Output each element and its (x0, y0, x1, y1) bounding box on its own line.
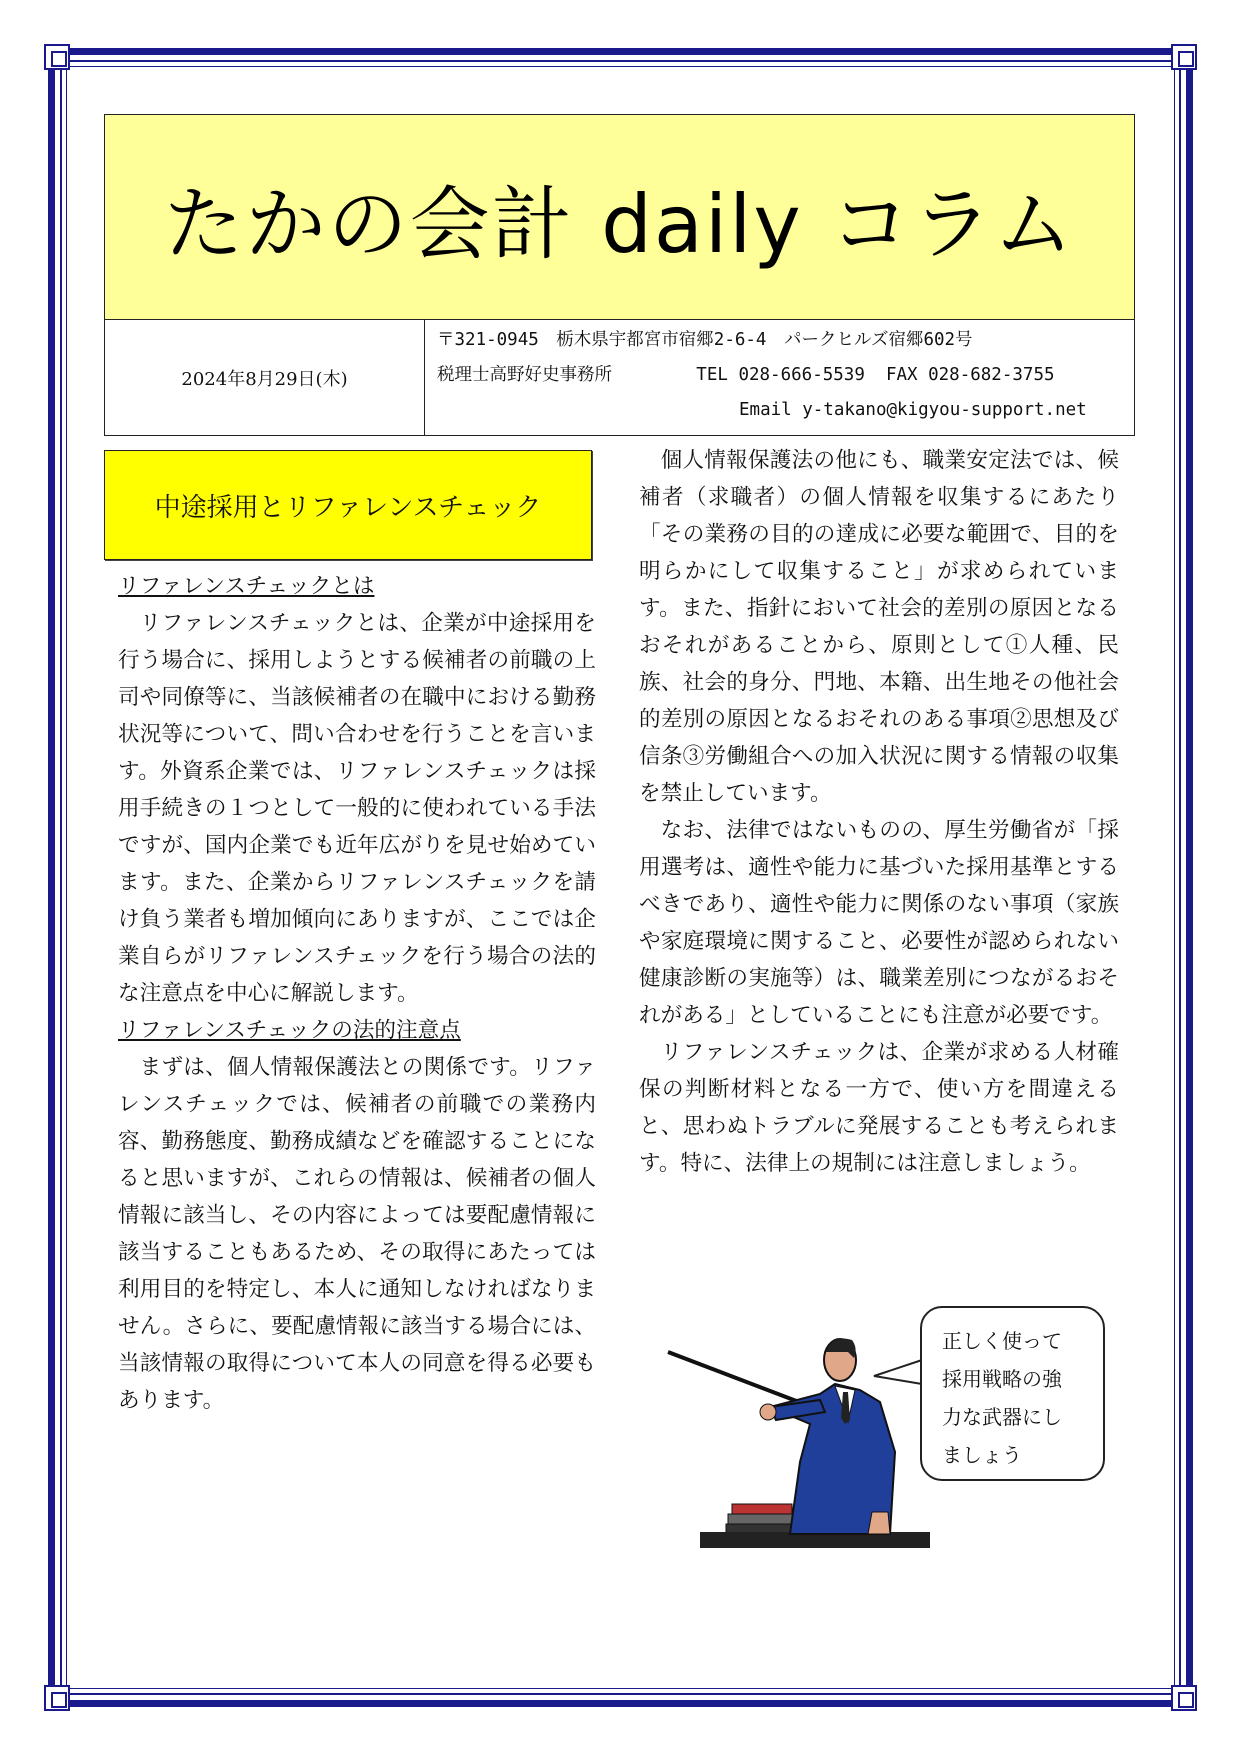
paragraph: リファレンスチェックは、企業が求める人材確保の判断材料となる一方で、使い方を間違えると、思わぬトラブルに発展することも考えられます。特に、法律上の規制には注意しましょう。 (639, 1040, 1119, 1176)
border-corner-ornament (44, 44, 70, 70)
right-column-body (639, 442, 1119, 1182)
article-topic-title: 中途採用とリファレンスチェック (154, 492, 542, 523)
office-email: Email y-takano@kigyou-support.net (739, 400, 1087, 420)
section-heading-legal-points: リファレンスチェックの法的注意点 (118, 1018, 461, 1043)
office-tel-fax: TEL 028-666-5539 FAX 028-682-3755 (696, 365, 1055, 385)
office-address: 〒321-0945 栃木県宇都宮市宿郷2-6-4 パークヒルズ宿郷602号 (437, 330, 973, 350)
bubble-line: 正しく使って (942, 1329, 1062, 1353)
article-left-column (104, 450, 596, 1419)
bubble-line: 採用戦略の強 (942, 1367, 1062, 1391)
issue-date: 2024年8月29日(木) (105, 320, 425, 435)
title-banner (105, 115, 1134, 320)
office-phone-row (437, 358, 1134, 393)
border-corner-ornament (1171, 44, 1197, 70)
speech-bubble (920, 1306, 1105, 1481)
paragraph: リファレンスチェックとは、企業が中途採用を行う場合に、採用しようとする候補者の前職の上司や同僚等に、当該候補者の在職中における勤務状況等について、問い合わせを行うことを言います。外資系企業では、リファレンスチェックは採用手続きの１つとして一般的に使われている手法ですが、国内企業でも近年広がりを見せ始めています。また、企業からリファレンスチェックを請け負う業者も増加傾向にありますが、ここでは企業自らがリファレンスチェックを行う場合の法的な注意点を中心に解説します。 (118, 611, 596, 1006)
border-corner-ornament (44, 1685, 70, 1711)
section-body-what-is (104, 605, 596, 1012)
paragraph: なお、法律ではないものの、厚生労働省が「採用選考は、適性や能力に基づいた採用基準とするべきであり、適性や能力に関係のない事項（家族や家庭環境に関すること、必要性が認められない健康診断の実施等）は、職業差別につながるおそれがある」としていることにも注意が必要です。 (639, 818, 1119, 1028)
section-body-legal-points (104, 1049, 596, 1419)
newsletter-header (104, 114, 1135, 436)
paragraph: 個人情報保護法の他にも、職業安定法では、候補者（求職者）の個人情報を収集するにあたり「その業務の目的の達成に必要な範囲で、目的を明らかにして収集すること」が求められています。また、指針において社会的差別の原因となるおそれがあることから、原則として①人種、民族、社会的身分、門地、本籍、出生地その他社会的差別の原因となるおそれのある事項②思想及び信条③労働組合への加入状況に関する情報の収集を禁止しています。 (639, 448, 1119, 806)
presenter-hand-desk (868, 1512, 890, 1534)
border-corner-ornament (1171, 1685, 1197, 1711)
bubble-line: ましょう (942, 1443, 1022, 1467)
presenter-hand (760, 1404, 776, 1420)
book-icon (726, 1524, 800, 1533)
article-right-column (639, 442, 1119, 1182)
bubble-line: 力な武器にし (942, 1405, 1062, 1429)
section-heading-what-is: リファレンスチェックとは (118, 574, 375, 599)
newsletter-title: たかの会計 daily コラム (163, 177, 1076, 271)
book-icon (732, 1504, 792, 1514)
office-name: 税理士高野好史事務所 (437, 365, 612, 385)
paragraph: まずは、個人情報保護法との関係です。リファレンスチェックでは、候補者の前職での業務内容、勤務態度、勤務成績などを確認することになると思いますが、これらの情報は、候補者の個人情報に該当し、その内容によっては要配慮情報に該当することもあるため、その取得にあたっては利用目的を特定し、本人に通知しなければなりません。さらに、要配慮情報に該当する場合には、当該情報の取得について本人の同意を得る必要もあります。 (118, 1055, 596, 1413)
office-contact-info (425, 320, 1134, 435)
book-icon (728, 1514, 798, 1524)
topic-box (104, 450, 592, 560)
